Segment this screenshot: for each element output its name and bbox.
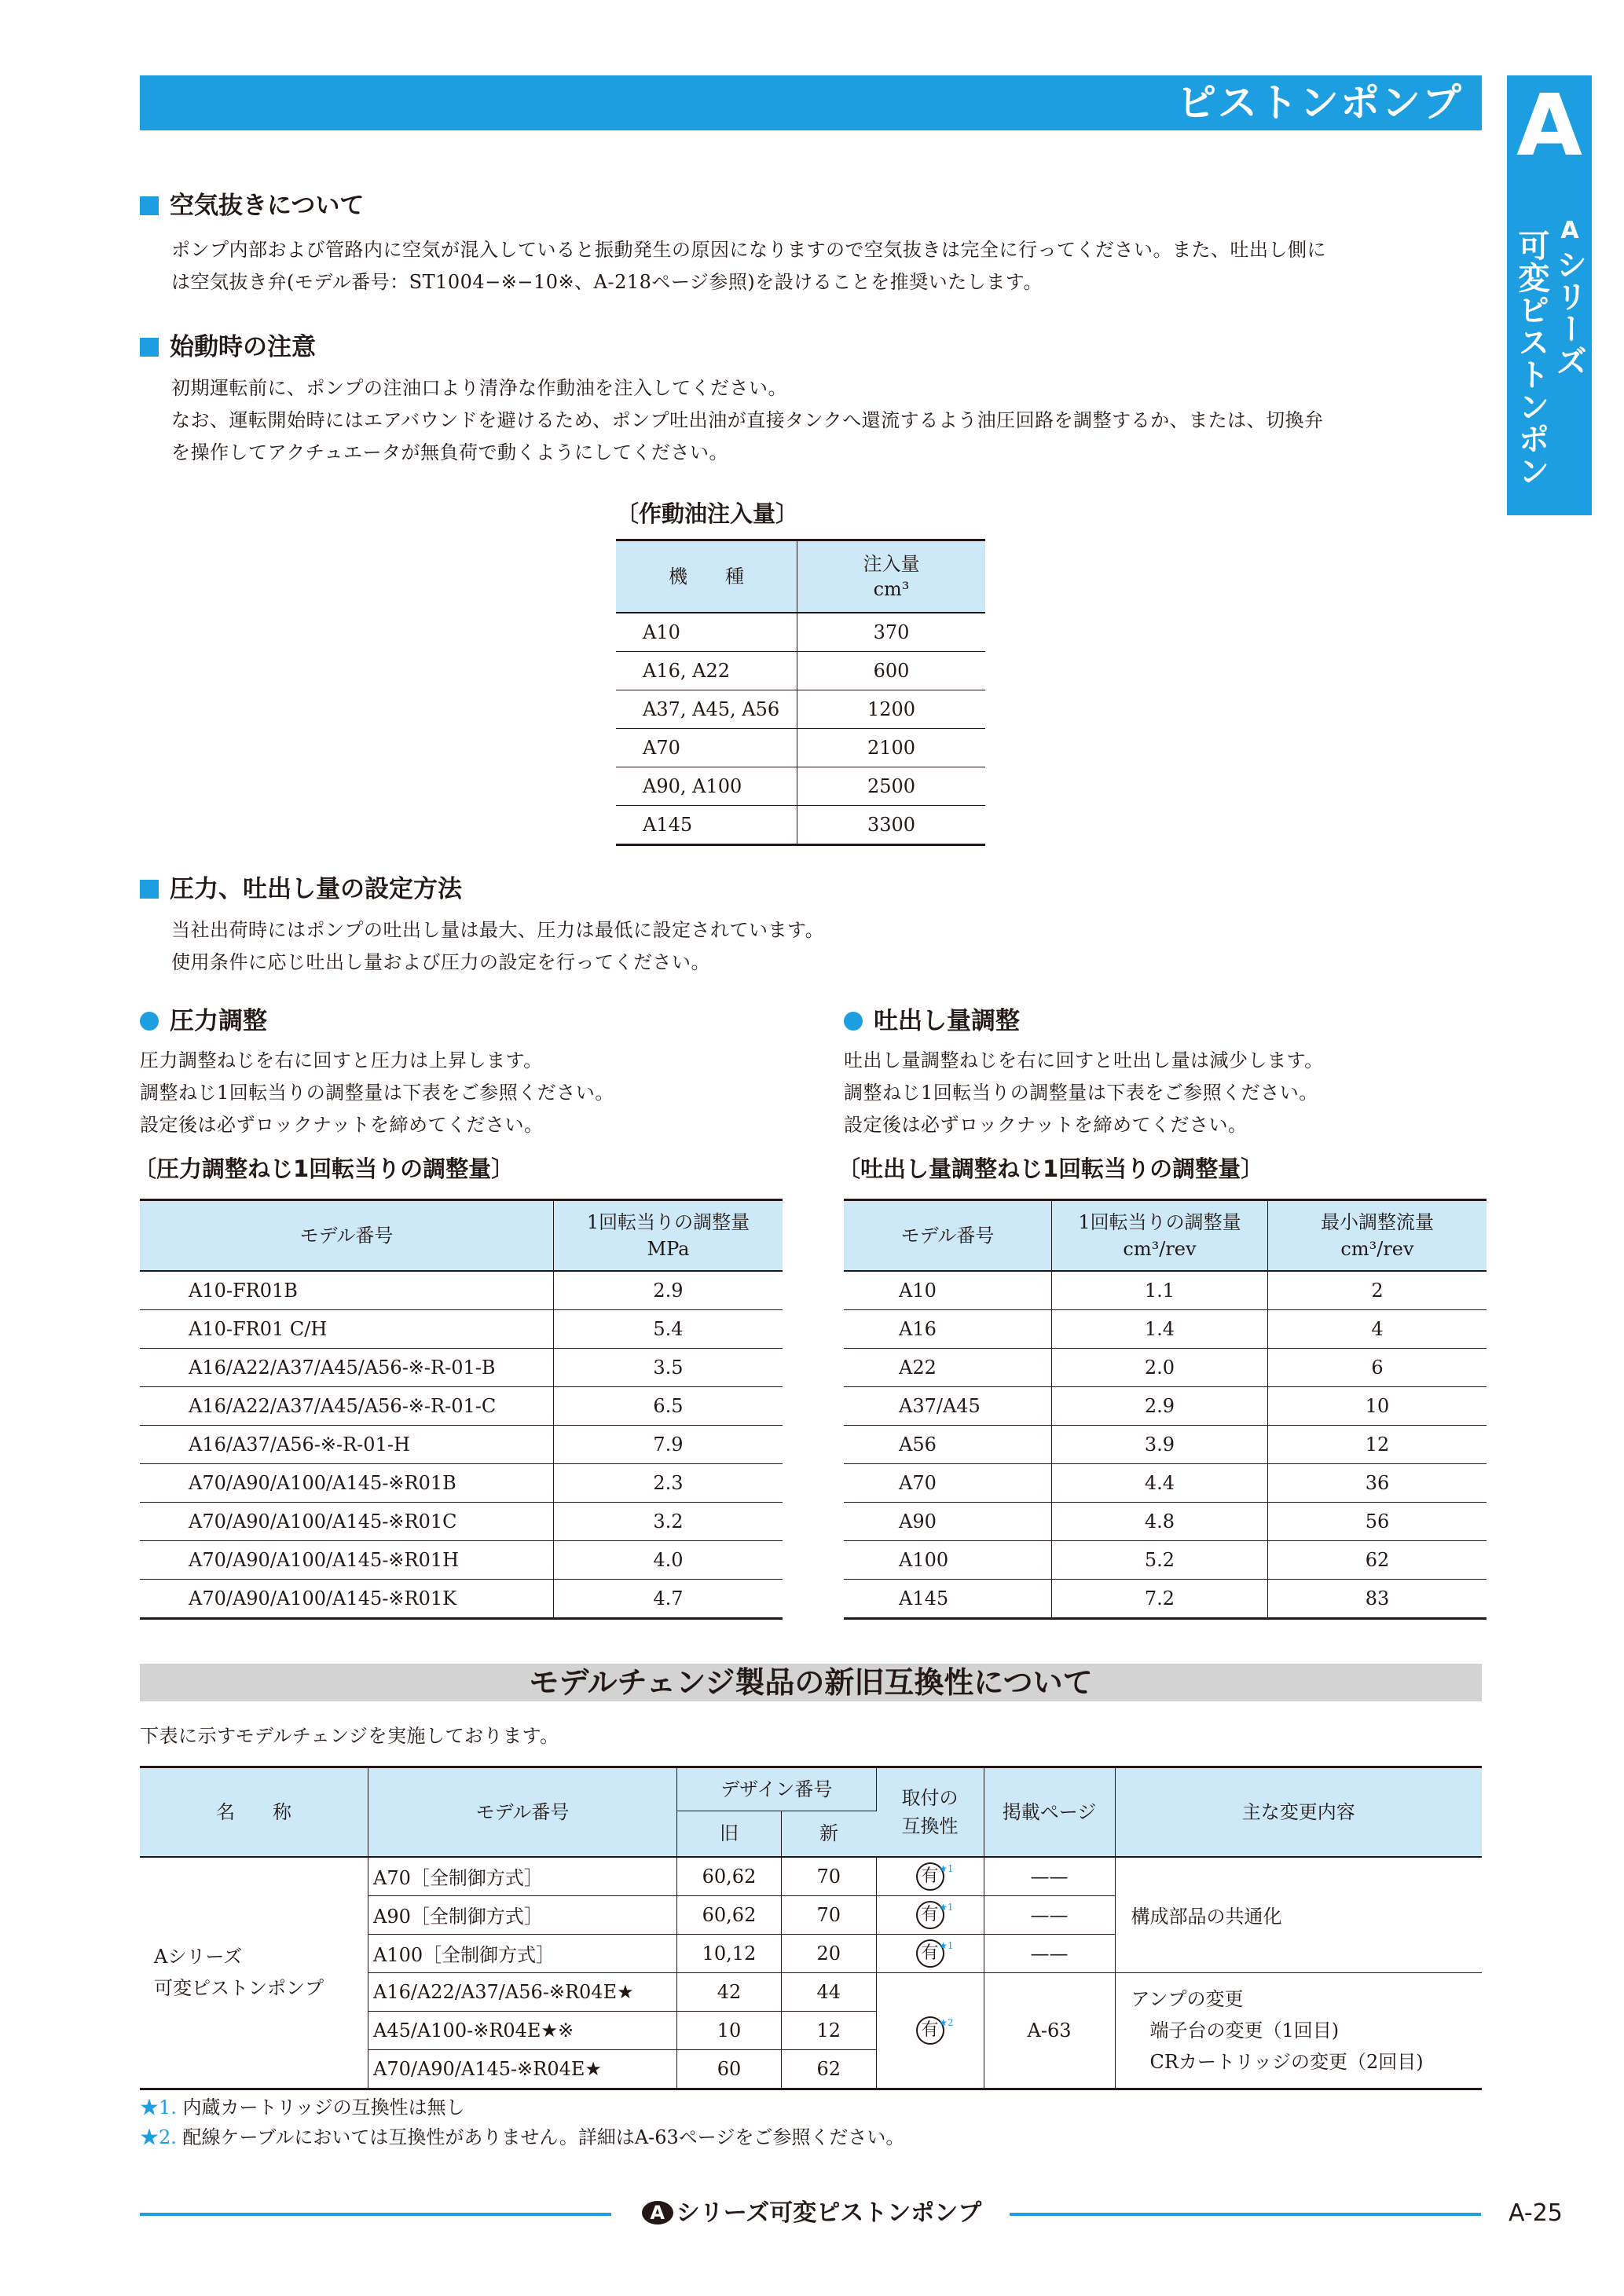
flow-header-min: 最小調整流量 cm³/rev [1268,1200,1487,1272]
pressure-text: 圧力調整ねじを右に回すと圧力は上昇します。 調整ねじ1回転当りの調整量は下表をご参照ください。 設定後は必ずロックナットを締めてください。 [140,1049,614,1136]
table-row: A16/A22/A37/A56-※R04E★ 42 44 有 ★2 A-63 アンプの変更 端子台の変更（1回目) CRカートリッジの変更（2回目) [140,1972,1482,2011]
flow-heading: 吐出し量調整 [844,1001,1020,1036]
table-row: A16/A37/A56-※-R-01-H 7.9 [140,1426,783,1464]
table-row: A22 2.0 6 [844,1349,1487,1387]
flow-header-model: モデル番号 [844,1200,1052,1272]
table-row: A90［全制御方式］ 60,62 70 有 ★1 —— [140,1895,1482,1934]
model-change-table [140,1766,1482,2090]
square-bullet-icon [140,880,159,899]
oil-table [616,539,985,846]
footer-rule-right [1010,2213,1481,2216]
table-row: A100［全制御方式］ 10,12 20 有 ★1 —— [140,1934,1482,1972]
table-row: A10-FR01 C/H 5.4 [140,1310,783,1349]
footer-rule-left [140,2213,611,2216]
oil-header-amount: 注入量 cm³ [797,540,986,613]
mc-header-mount: 取付の 互換性 [876,1767,984,1857]
table-row: A70/A90/A100/A145-※R01C 3.2 [140,1503,783,1541]
table-row: A16/A22/A37/A45/A56-※-R-01-C 6.5 [140,1387,783,1426]
table-row: A90, A100 2500 [616,767,985,806]
side-tab-letter: A [1516,77,1582,175]
table-row: A145 7.2 83 [844,1580,1487,1619]
model-change-title: モデルチェンジ製品の新旧互換性について [529,1665,1093,1700]
table-row: A45/A100-※R04E★※ 10 12 [140,2011,1482,2049]
table-row: A70 2100 [616,729,985,767]
model-change-intro: 下表に示すモデルチェンジを実施しております。 [140,1725,559,1747]
footer-series-name: A シリーズ可変ピストンポンプ [621,2197,1003,2230]
table-row: A16, A22 600 [616,652,985,690]
mc-header-changes: 主な変更内容 [1115,1767,1482,1857]
square-bullet-icon [140,196,159,215]
table-row: A16 1.4 4 [844,1310,1487,1349]
setting-text: 当社出荷時にはポンプの吐出し量は最大、圧力は最低に設定されています。 使用条件に応じ吐出し量および圧力の設定を行ってください。 [171,919,825,973]
table-row: A16/A22/A37/A45/A56-※-R-01-B 3.5 [140,1349,783,1387]
setting-heading: 圧力、吐出し量の設定方法 [140,869,462,904]
table-row: A70 4.4 36 [844,1464,1487,1503]
compatibility-mark: 有 ★1 [916,1939,944,1968]
mc-header-page: 掲載ページ [984,1767,1115,1857]
flow-text: 吐出し量調整ねじを右に回すと吐出し量は減少します。 調整ねじ1回転当りの調整量は下表をご参照ください。 設定後は必ずロックナットを締めてください。 [844,1049,1324,1136]
mc-header-design: デザイン番号 [677,1767,877,1811]
pressure-table-caption: 〔圧力調整ねじ1回転当りの調整量〕 [134,1155,515,1182]
table-row: A37, A45, A56 1200 [616,690,985,729]
footnote-2: ★2. 配線ケーブルにおいては互換性がありません。詳細はA-63ページをご参照ください。 [140,2126,905,2148]
circle-bullet-icon [140,1012,159,1031]
table-row: A70/A90/A100/A145-※R01K 4.7 [140,1580,783,1619]
table-row: A70/A90/A100/A145-※R01B 2.3 [140,1464,783,1503]
side-tab-product: 可変ピストンポンプ [1468,229,1549,487]
page-title: ピストンポンプ [1177,80,1463,126]
circle-bullet-icon [844,1012,863,1031]
table-row: A10 370 [616,613,985,652]
compatibility-mark: 有 ★2 [916,2016,944,2045]
table-row: Aシリーズ 可変ピストンポンプ A70［全制御方式］ 60,62 70 有 ★1 —— 構成部品の共通化 [140,1857,1482,1896]
table-row: A70/A90/A145-※R04E★ 60 62 [140,2049,1482,2089]
mc-header-old: 旧 [677,1811,782,1857]
page-number: A-25 [1509,2199,1563,2227]
compatibility-mark: 有 ★1 [916,1862,944,1891]
footnote-1: ★1. 内蔵カートリッジの互換性は無し [140,2096,465,2118]
side-tab-series: シリーズ [1551,248,1587,377]
model-change-band [140,1664,1482,1701]
mc-name: Aシリーズ 可変ピストンポンプ [140,1857,368,2089]
air-text: ポンプ内部および管路内に空気が混入していると振動発生の原因になりますので空気抜きは完全に行ってください。また、吐出し側に は空気抜き弁(モデル番号：ST1004−※−10※、A-218ページ参照)を設けることを推奨いたします。 [171,239,1326,293]
flow-header-amount: 1回転当りの調整量 cm³/rev [1052,1200,1268,1272]
table-row: A90 4.8 56 [844,1503,1487,1541]
start-heading: 始動時の注意 [140,327,316,362]
pressure-header-amount: 1回転当りの調整量 MPa [554,1200,783,1272]
pressure-heading: 圧力調整 [140,1001,267,1036]
table-row: A100 5.2 62 [844,1541,1487,1580]
series-logo: A [1560,217,1579,244]
mc-header-name: 名 称 [140,1767,368,1857]
oil-header-model: 機 種 [616,540,797,613]
mc-header-new: 新 [782,1811,877,1857]
flow-table [844,1199,1487,1620]
table-row: A10 1.1 2 [844,1271,1487,1310]
side-tab[interactable] [1468,75,1592,515]
mc-change-2: アンプの変更 端子台の変更（1回目) CRカートリッジの変更（2回目) [1115,1972,1482,2089]
table-row: A56 3.9 12 [844,1426,1487,1464]
series-logo-icon: A [642,2201,673,2225]
air-heading: 空気抜きについて [140,185,364,221]
table-row: A145 3300 [616,806,985,845]
mc-header-model: モデル番号 [368,1767,677,1857]
pressure-header-model: モデル番号 [140,1200,554,1272]
start-text: 初期運転前に、ポンプの注油口より清浄な作動油を注入してください。 なお、運転開始時にはエアバウンドを避けるため、ポンプ吐出油が直接タンクへ還流するよう油圧回路を調整するか、または、切換弁 を操作してアクチュエータが無負荷で動くようにしてください。 [171,377,1324,463]
table-row: A70/A90/A100/A145-※R01H 4.0 [140,1541,783,1580]
table-row: A37/A45 2.9 10 [844,1387,1487,1426]
oil-table-caption: 〔作動油注入量〕 [616,500,799,527]
flow-table-caption: 〔吐出し量調整ねじ1回転当りの調整量〕 [838,1155,1264,1182]
pressure-table [140,1199,783,1620]
compatibility-mark: 有 ★1 [916,1901,944,1929]
table-row: A10-FR01B 2.9 [140,1271,783,1310]
header-bar [140,75,1482,130]
square-bullet-icon [140,338,159,357]
